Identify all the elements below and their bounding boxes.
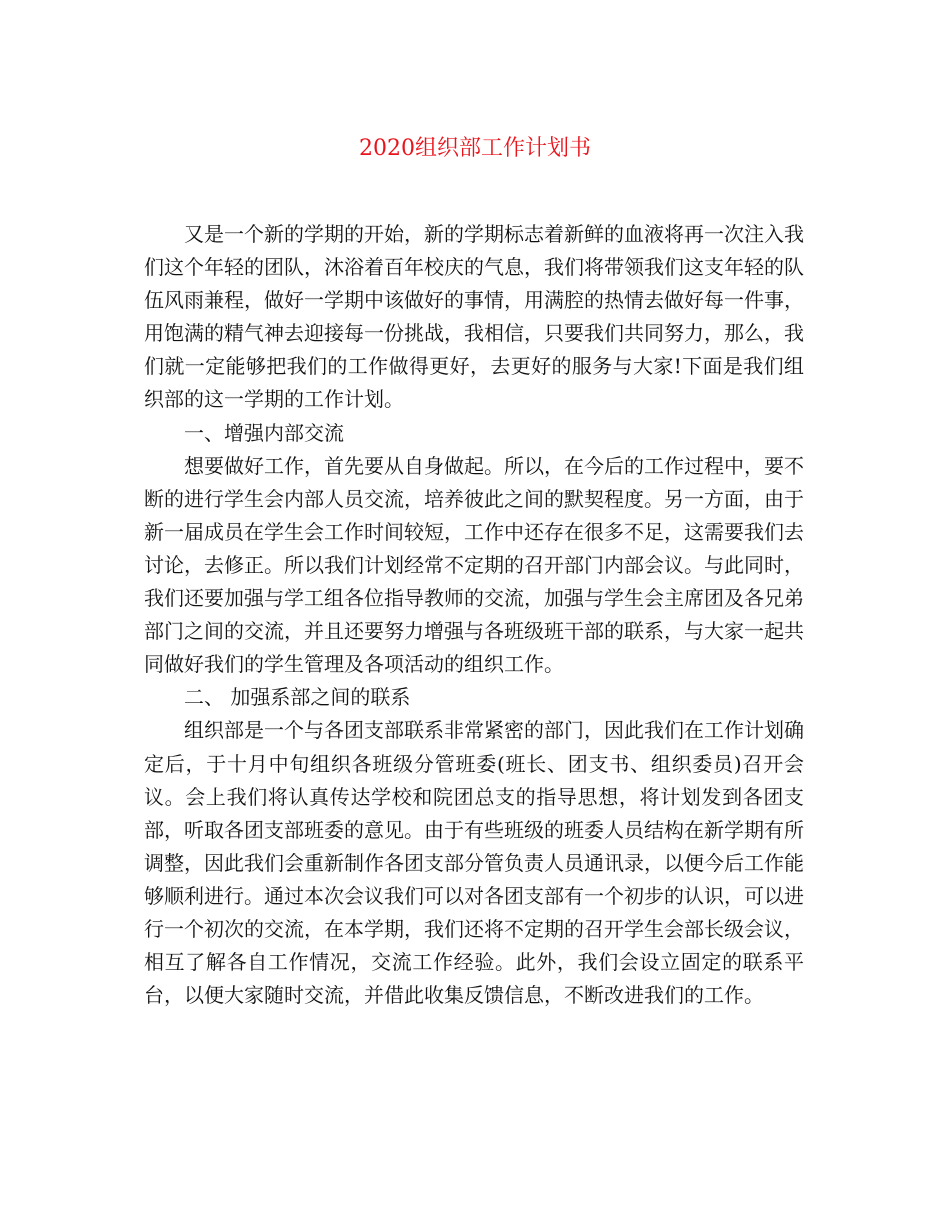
section-heading-1: 一、增强内部交流: [184, 420, 344, 445]
section-heading-2: 二、 加强系部之间的联系: [184, 685, 411, 710]
section-body-2: 组织部是一个与各团支部联系非常紧密的部门，因此我们在工作计划确定后，于十月中旬组织各班级分管班委(班长、团支书、组织委员)召开会议。会上我们将认真传达学校和院团总支的指导思想，将计划发到各团支部，听取各团支部班委的意见。由于有些班级的班委人员结构在新学期有所调整，因此我们会重新制作各团支部分管负责人员通讯录，以便今后工作能够顺利进行。通过本次会议我们可以对各团支部有一个初步的认识，可以进行一个初次的交流，在本学期，我们还将不定期的召开学生会部长级会议，相互了解各自工作情况，交流工作经验。此外，我们会设立固定的联系平台，以便大家随时交流，并借此收集反馈信息，不断改进我们的工作。: [144, 718, 804, 1008]
section-body-1: 想要做好工作，首先要从自身做起。所以，在今后的工作过程中，要不断的进行学生会内部人员交流，培养彼此之间的默契程度。另一方面，由于新一届成员在学生会工作时间较短，工作中还存在很多不足，这需要我们去讨论，去修正。所以我们计划经常不定期的召开部门内部会议。与此同时，我们还要加强与学工组各位指导教师的交流，加强与学生会主席团及各兄弟部门之间的交流，并且还要努力增强与各班级班干部的联系，与大家一起共同做好我们的学生管理及各项活动的组织工作。: [144, 453, 804, 677]
document-title: 2020组织部工作计划书: [359, 136, 591, 161]
intro-paragraph: 又是一个新的学期的开始，新的学期标志着新鲜的血液将再一次注入我们这个年轻的团队，沐浴着百年校庆的气息，我们将带领我们这支年轻的队伍风雨兼程，做好一学期中该做好的事情，用满腔的热情去做好每一件事，用饱满的精气神去迎接每一份挑战，我相信，只要我们共同努力，那么，我们就一定能够把我们的工作做得更好，去更好的服务与大家!下面是我们组织部的这一学期的工作计划。: [144, 222, 804, 412]
document-body: [144, 218, 804, 1012]
